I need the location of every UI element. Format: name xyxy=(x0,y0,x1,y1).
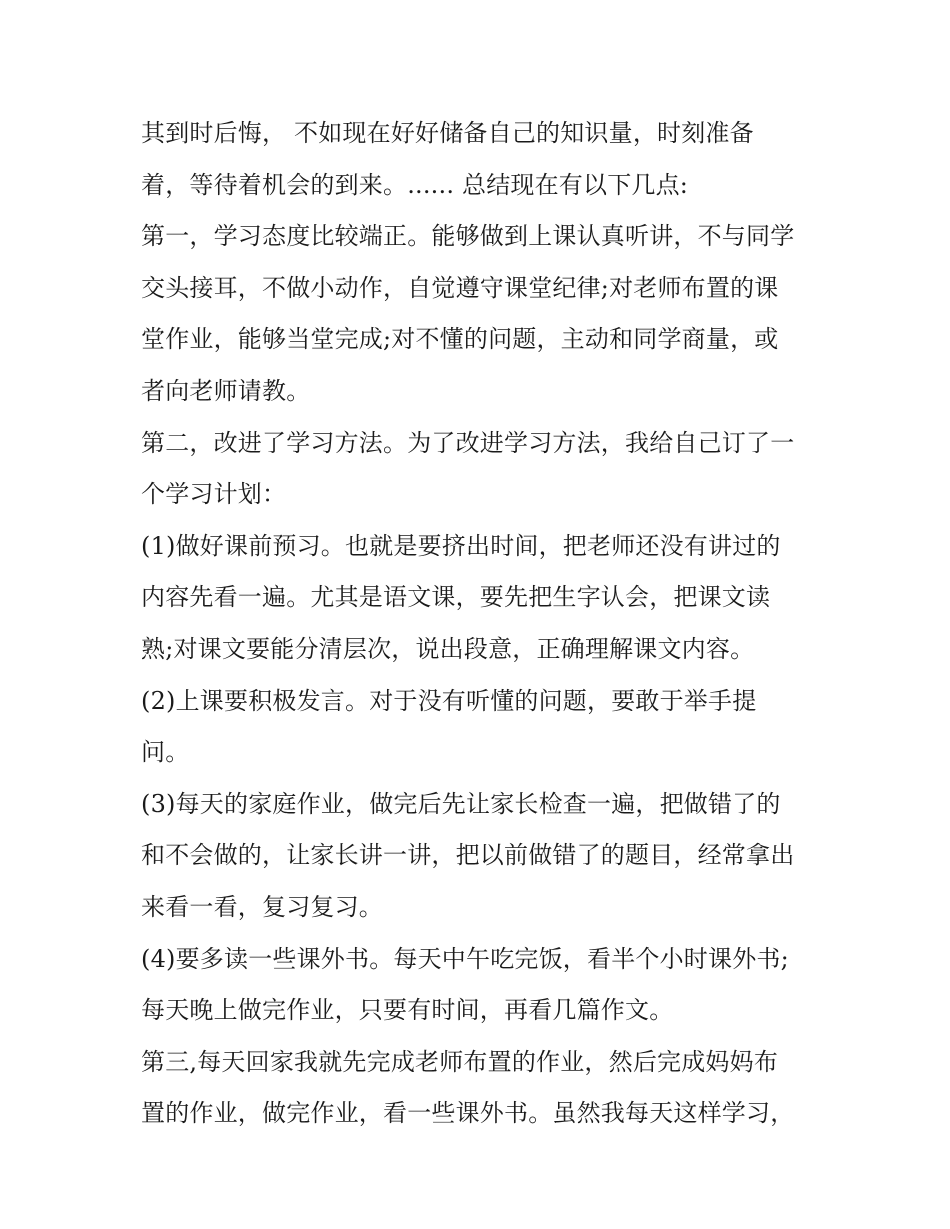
text-line: 每天晚上做完作业，只要有时间，再看几篇作文。 xyxy=(141,996,674,1025)
text-line: 第二，改进了学习方法。为了改进学习方法，我给自己订了一 xyxy=(141,428,795,457)
text-line: (1)做好课前预习。也就是要挤出时间，把老师还没有讲过的 xyxy=(141,531,781,560)
text-line: (2)上课要积极发言。对于没有听懂的问题，要敢于举手提 xyxy=(141,686,757,715)
text-line: 置的作业，做完作业，看一些课外书。虽然我每天这样学习， xyxy=(141,1099,795,1128)
text-line: 其到时后悔， 不如现在好好储备自己的知识量，时刻准备 xyxy=(141,119,754,147)
text-line: 第三,每天回家我就先完成老师布置的作业，然后完成妈妈布 xyxy=(141,1047,779,1076)
text-line: 堂作业，能够当堂完成;对不懂的问题，主动和同学商量，或 xyxy=(141,325,779,354)
text-line: 个学习计划： xyxy=(141,480,287,509)
text-line: 和不会做的，让家长讲一讲，把以前做错了的题目，经常拿出 xyxy=(141,841,795,870)
text-line: 问。 xyxy=(141,738,190,767)
text-line: (4)要多读一些课外书。每天中午吃完饭，看半个小时课外书; xyxy=(141,944,789,973)
text-line: 者向老师请教。 xyxy=(141,376,311,405)
document-body xyxy=(141,108,821,1140)
text-line: (3)每天的家庭作业，做完后先让家长检查一遍，把做错了的 xyxy=(141,789,781,818)
text-line: 第一，学习态度比较端正。能够做到上课认真听讲，不与同学 xyxy=(141,222,795,251)
text-line: 熟;对课文要能分清层次，说出段意，正确理解课文内容。 xyxy=(141,634,755,663)
text-line: 内容先看一遍。尤其是语文课，要先把生字认会，把课文读 xyxy=(141,583,771,612)
text-line: 交头接耳，不做小动作，自觉遵守课堂纪律;对老师布置的课 xyxy=(141,273,779,302)
text-line: 着，等待着机会的到来。...... 总结现在有以下几点: xyxy=(141,170,689,199)
text-line: 来看一看，复习复习。 xyxy=(141,892,383,921)
